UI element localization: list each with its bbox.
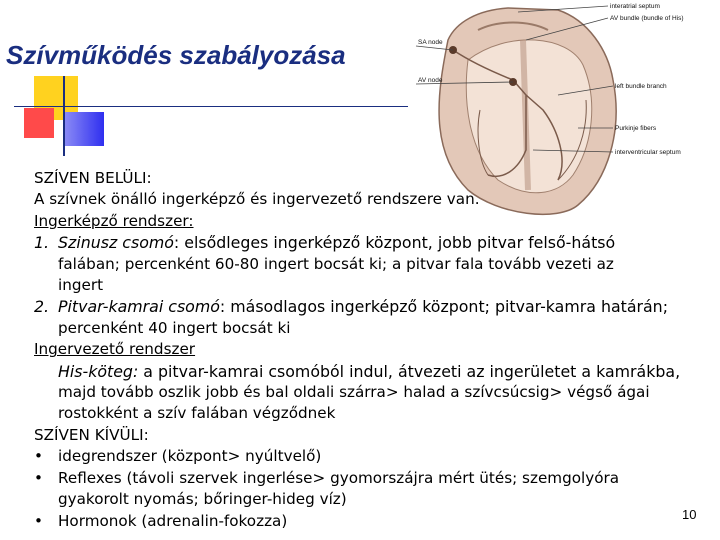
- deco-horizontal-line: [14, 106, 410, 107]
- his-line3: rostokként a szív falában végződnek: [58, 404, 336, 423]
- intro-text: A szívnek önálló ingerképző és ingervezető rendszere van.: [34, 190, 480, 209]
- bullet2-text: Reflexes (távoli szervek ingerlése> gyomorszájra mért ütés; szemgolyóra: [58, 468, 620, 487]
- bullet-icon: •: [34, 511, 43, 530]
- item1-text: : elsődleges ingerképző központ, jobb pitvar felső-hátsó: [173, 233, 616, 253]
- bullet-icon: •: [34, 468, 43, 487]
- label-interventricular-septum: interventricular septum: [615, 149, 681, 156]
- bullet-item-1: [34, 446, 694, 467]
- deco-vertical-line: [63, 76, 65, 156]
- slide-title: Szívműködés szabályozása: [6, 40, 346, 70]
- label-sa-node: SA node: [418, 39, 443, 46]
- his-text: a pitvar-kamrai csomóból indul, átvezeti az ingerületet a kamrákba,: [138, 361, 681, 381]
- item1-line3: ingert: [58, 276, 104, 295]
- item2-text: : másodlagos ingerképző központ; pitvar-kamra határán;: [219, 297, 669, 317]
- outside-heading: SZÍVEN KÍVÜLI:: [34, 425, 149, 444]
- bullet-item-3: [34, 511, 694, 532]
- bullet-icon: •: [34, 447, 43, 466]
- list-item-2: [34, 296, 694, 317]
- item2-line2: percenként 40 ingert bocsát ki: [58, 318, 291, 337]
- label-left-bundle-branch: left bundle branch: [615, 83, 667, 90]
- his-bundle-item: [34, 361, 694, 382]
- label-purkinje-fibers: Purkinje fibers: [615, 125, 657, 132]
- pacemaker-heading: Ingerképző rendszer:: [34, 211, 194, 230]
- bullet-item-2: [34, 468, 694, 489]
- bullet3-text: Hormonok (adrenalin-fokozza): [58, 511, 288, 530]
- deco-blue-square: [64, 112, 104, 146]
- item2-term: Pitvar-kamrai csomó: [58, 297, 220, 317]
- inside-heading: SZÍVEN BELÜLI:: [34, 169, 152, 187]
- list-number: 2.: [34, 297, 50, 317]
- bullet2-line2: gyakorolt nyomás; bőringer-hideg víz): [58, 490, 347, 509]
- label-av-node: AV node: [418, 77, 443, 84]
- item1-line2: falában; percenként 60-80 ingert bocsát ki; a pitvar fala tovább vezeti az: [58, 254, 614, 273]
- conduction-heading: Ingervezető rendszer: [34, 340, 196, 359]
- slide-body: [34, 168, 697, 532]
- list-item-1: [34, 232, 694, 253]
- his-term: His-köteg:: [58, 361, 139, 381]
- list-number: 1.: [34, 233, 50, 253]
- page-number: 10: [682, 507, 697, 522]
- deco-red-square: [24, 108, 54, 138]
- item1-term: Szinusz csomó: [58, 233, 174, 253]
- label-av-bundle: AV bundle (bundle of His): [610, 15, 684, 22]
- bullet1-text: idegrendszer (központ> nyúltvelő): [58, 447, 322, 466]
- label-interatrial-septum: interatrial septum: [610, 3, 660, 10]
- his-line2: majd tovább oszlik jobb és bal oldali szárra> halad a szívcsúcsig> végső ágai: [58, 383, 650, 402]
